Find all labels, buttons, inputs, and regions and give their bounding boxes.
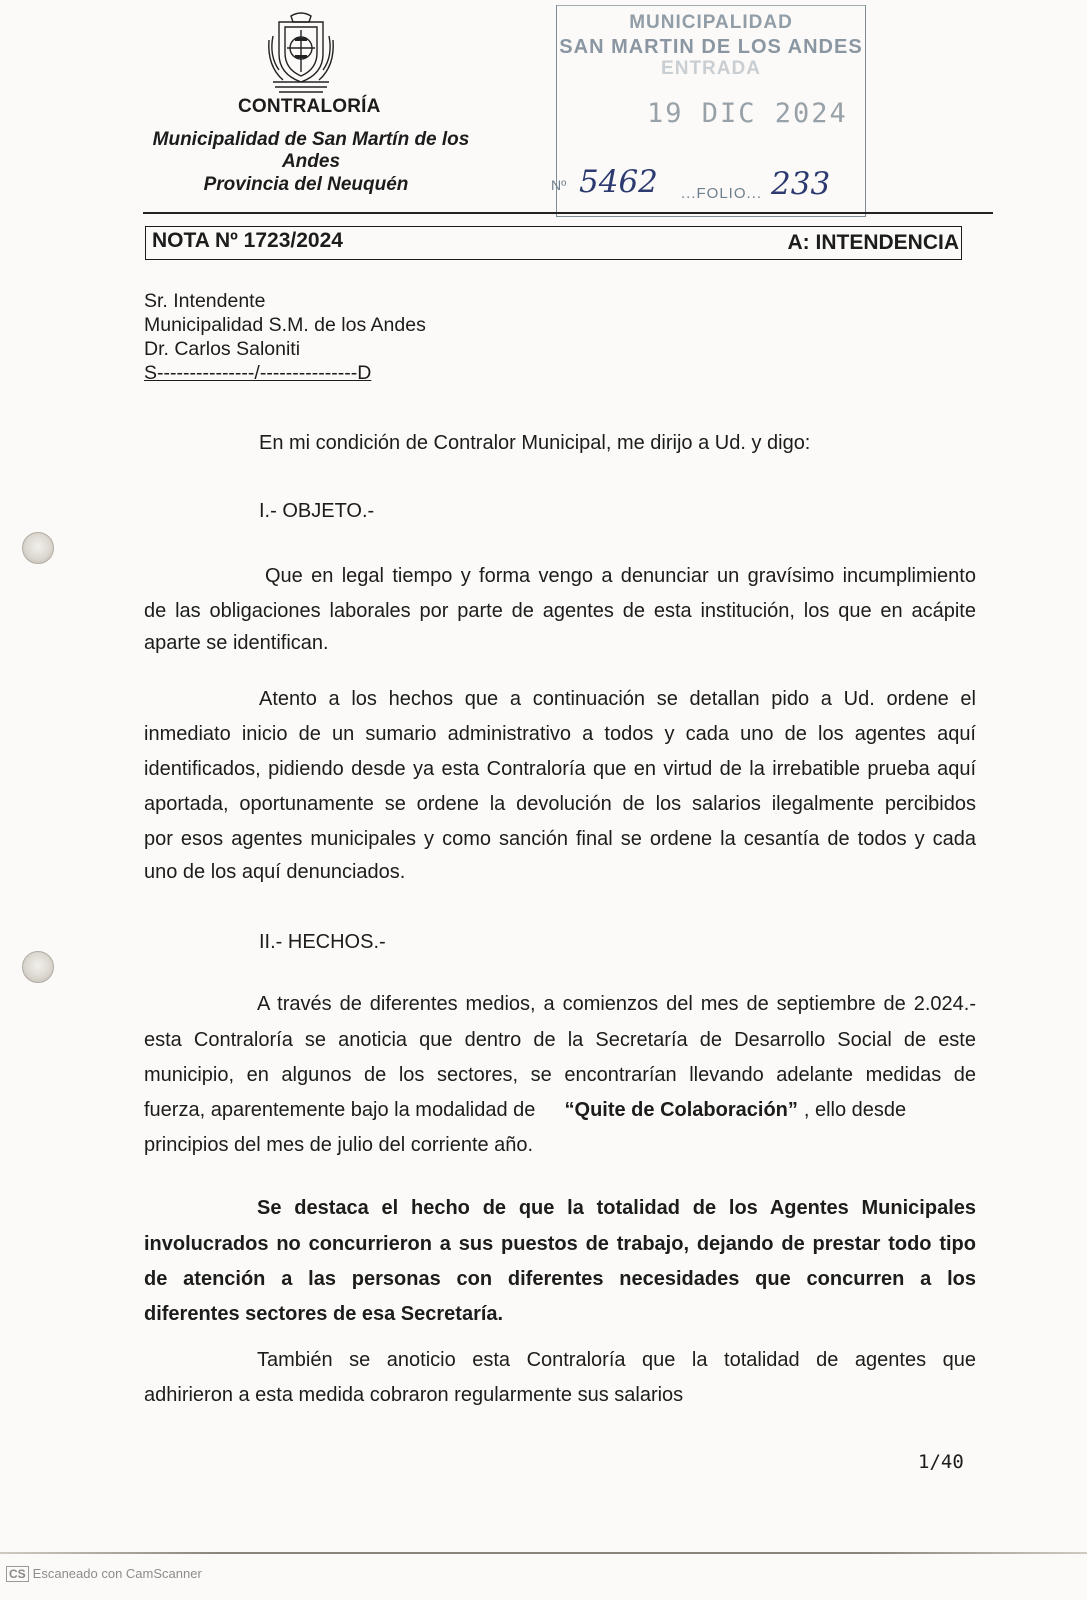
intro-paragraph: En mi condición de Contralor Municipal, me dirijo a Ud. y digo:	[259, 432, 811, 454]
paragraph-line: diferentes sectores de esa Secretaría.	[144, 1303, 504, 1325]
scanner-watermark	[6, 1566, 202, 1582]
paragraph-line: Que en legal tiempo y forma vengo a denunciar un gravísimo incumplimiento	[265, 565, 976, 587]
paragraph-line: Se destaca el hecho de que la totalidad de los Agentes Municipales	[257, 1197, 976, 1219]
paragraph-line: de las obligaciones laborales por parte de agentes de esta institución, los que en acápite	[144, 600, 976, 622]
paragraph-line: involucrados no concurrieron a sus puestos de trabajo, dejando de prestar todo tipo	[144, 1233, 976, 1255]
municipal-crest-icon	[265, 10, 337, 96]
paragraph-line: adhirieron a esta medida cobraron regularmente sus salarios	[144, 1384, 684, 1406]
stamp-date: 19 DIC 2024	[647, 98, 848, 129]
stamp-number-label: Nº	[551, 177, 567, 193]
addressee-name: Dr. Carlos Saloniti	[144, 338, 301, 360]
paragraph-line: de atención a las personas con diferentes necesidades que concurren a los	[144, 1268, 976, 1290]
stamp-folio-value: 233	[771, 166, 831, 202]
header-divider	[143, 212, 993, 214]
paragraph-line: municipio, en algunos de los sectores, se encontrarían llevando adelante medidas de	[144, 1064, 976, 1086]
punch-hole-icon	[22, 532, 54, 564]
municipality-line-1: Municipalidad de San Martín de los	[152, 129, 470, 150]
paragraph-fragment: , ello desde	[803, 1099, 907, 1121]
section-hechos-title: II.- HECHOS.-	[259, 931, 386, 953]
paragraph-line: aportada, oportunamente se ordene la devolución de los salarios ilegalmente percibidos	[144, 793, 976, 815]
stamp-line-2: SAN MARTIN DE LOS ANDES	[559, 36, 863, 58]
stamp-folio-label: ...FOLIO...	[681, 185, 763, 202]
scanner-watermark-text: Escaneado con CamScanner	[32, 1566, 202, 1581]
quoted-modality: “Quite de Colaboración”	[564, 1099, 798, 1121]
footer-divider	[0, 1552, 1087, 1554]
paragraph-line: esta Contraloría se anoticia que dentro de la Secretaría de Desarrollo Social de este	[144, 1029, 976, 1051]
municipality-name	[146, 129, 476, 173]
paragraph-line: aparte se identifican.	[144, 632, 329, 654]
page-number: 1/40	[918, 1451, 964, 1473]
paragraph-line: principios del mes de julio del corriente año.	[144, 1134, 534, 1156]
addressee-institution: Municipalidad S.M. de los Andes	[144, 314, 426, 336]
nota-number: NOTA Nº 1723/2024	[152, 229, 343, 252]
paragraph-line: Atento a los hechos que a continuación se detallan pido a Ud. ordene el	[259, 688, 976, 710]
addressee-title: Sr. Intendente	[144, 290, 266, 312]
section-objeto-title: I.- OBJETO.-	[259, 500, 375, 522]
paragraph-line-mixed	[144, 1099, 976, 1122]
paragraph-line: inmediato inicio de un sumario administrativo a todos y cada uno de los agentes aquí	[144, 723, 976, 745]
paragraph-line: por esos agentes municipales y como sanción final se ordene la cesantía de todos y cada	[144, 828, 976, 850]
nota-header-box	[145, 226, 962, 260]
paragraph-line: uno de los aquí denunciados.	[144, 861, 406, 883]
stamp-line-1: MUNICIPALIDAD	[629, 12, 793, 33]
punch-hole-icon	[22, 951, 54, 983]
nota-recipient: A: INTENDENCIA	[787, 231, 959, 254]
paragraph-fragment: fuerza, aparentemente bajo la modalidad de	[144, 1099, 536, 1121]
stamp-number-value: 5462	[579, 164, 658, 200]
province-name: Provincia del Neuquén	[203, 174, 409, 195]
paragraph-line: También se anoticio esta Contraloría que la totalidad de agentes que	[257, 1349, 976, 1371]
municipality-line-2: Andes	[281, 151, 341, 172]
entry-stamp	[551, 5, 866, 217]
camscanner-logo-icon: CS	[6, 1566, 29, 1582]
stamp-line-3: ENTRADA	[661, 58, 761, 79]
paragraph-line: identificados, pidiendo desde ya esta Contraloría que en virtud de la irrebatible prueba aquí	[144, 758, 976, 780]
paragraph-line: A través de diferentes medios, a comienzos del mes de septiembre de 2.024.-	[257, 993, 976, 1015]
addressee-sd: S---------------/---------------D	[144, 362, 372, 384]
office-name: CONTRALORÍA	[238, 96, 381, 117]
